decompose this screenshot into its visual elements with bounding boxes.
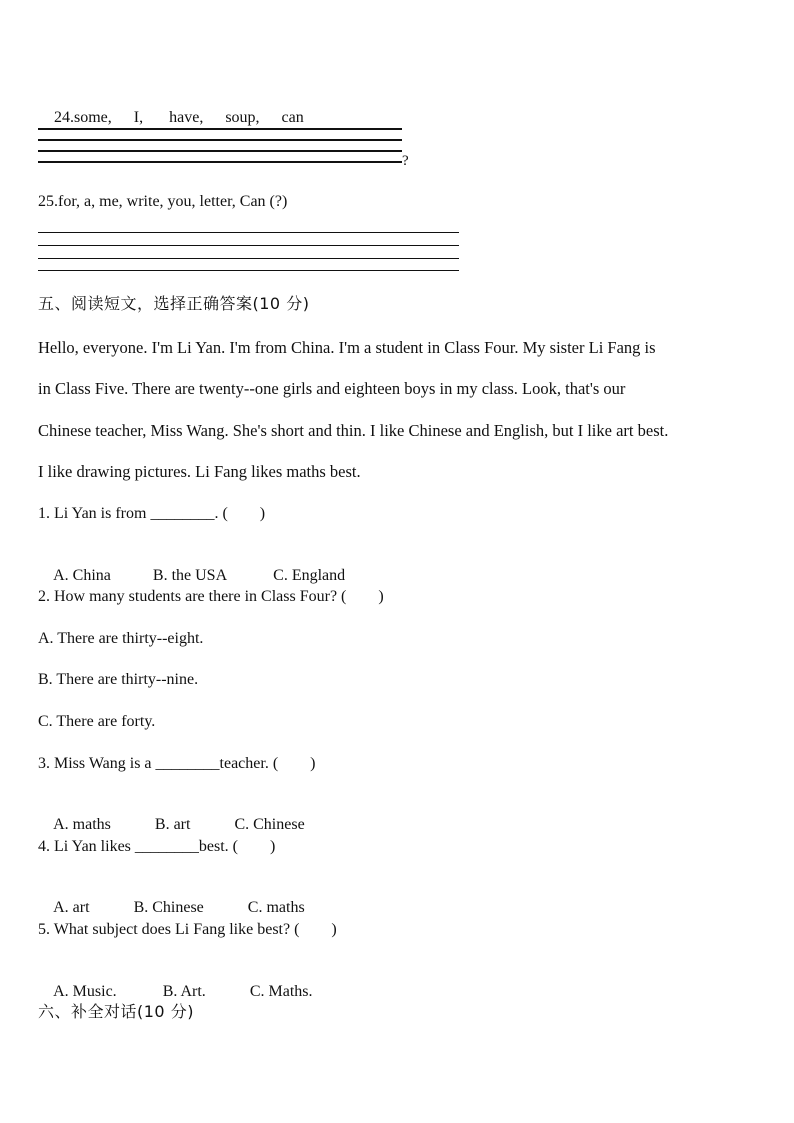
q24-word: I, [133, 109, 144, 126]
passage-line: I like drawing pictures. Li Fang likes maths best. [38, 462, 361, 481]
section-5-heading: 五、阅读短文，选择正确答案(10 分) [38, 294, 310, 313]
answer-line [38, 270, 459, 271]
question-stem: 1. Li Yan is from ________. ( ) [38, 505, 266, 522]
question-stem: 2. How many students are there in Class Four? ( ) [38, 588, 384, 605]
section-6-heading: 六、补全对话(10 分) [38, 1002, 194, 1021]
q24-word: have, [169, 109, 204, 126]
answer-line [38, 258, 459, 259]
option: A. Music. [53, 983, 117, 1000]
question-25: 25.for, a, me, write, you, letter, Can (?) [38, 193, 288, 210]
question-stem: 3. Miss Wang is a ________teacher. ( ) [38, 755, 316, 772]
option: B. Art. [162, 983, 206, 1000]
question-stem: 4. Li Yan likes ________best. ( ) [38, 838, 276, 855]
option: B. There are thirty--nine. [38, 671, 199, 688]
answer-line [38, 128, 402, 130]
answer-line [38, 139, 402, 141]
option: B. the USA [152, 567, 228, 584]
option: C. There are forty. [38, 713, 156, 730]
passage-line: in Class Five. There are twenty--one girls and eighteen boys in my class. Look, that's our [38, 379, 626, 398]
passage-line: Chinese teacher, Miss Wang. She's short and thin. I like Chinese and English, but I like art best. [38, 421, 669, 440]
option: A. There are thirty--eight. [38, 630, 204, 647]
answer-line [38, 232, 459, 233]
option: A. China [53, 567, 111, 584]
passage-line: Hello, everyone. I'm Li Yan. I'm from China. I'm a student in Class Four. My sister Li Fang is [38, 338, 656, 357]
option: A. art [53, 899, 90, 916]
q24-word: can [281, 109, 304, 126]
answer-line [38, 161, 402, 163]
option: A. maths [53, 816, 111, 833]
q24-word: some, [74, 109, 112, 126]
option: B. Chinese [133, 899, 204, 916]
option: C. Chinese [234, 816, 305, 833]
q24-word: soup, [225, 109, 260, 126]
answer-line [38, 150, 402, 152]
q24-end-mark: ? [402, 153, 409, 169]
option: C. maths [247, 899, 305, 916]
option: B. art [154, 816, 191, 833]
question-24-number: 24. [54, 109, 74, 126]
option: C. Maths. [249, 983, 313, 1000]
answer-line [38, 245, 459, 246]
question-stem: 5. What subject does Li Fang like best? ( ) [38, 921, 337, 938]
option: C. England [273, 567, 346, 584]
